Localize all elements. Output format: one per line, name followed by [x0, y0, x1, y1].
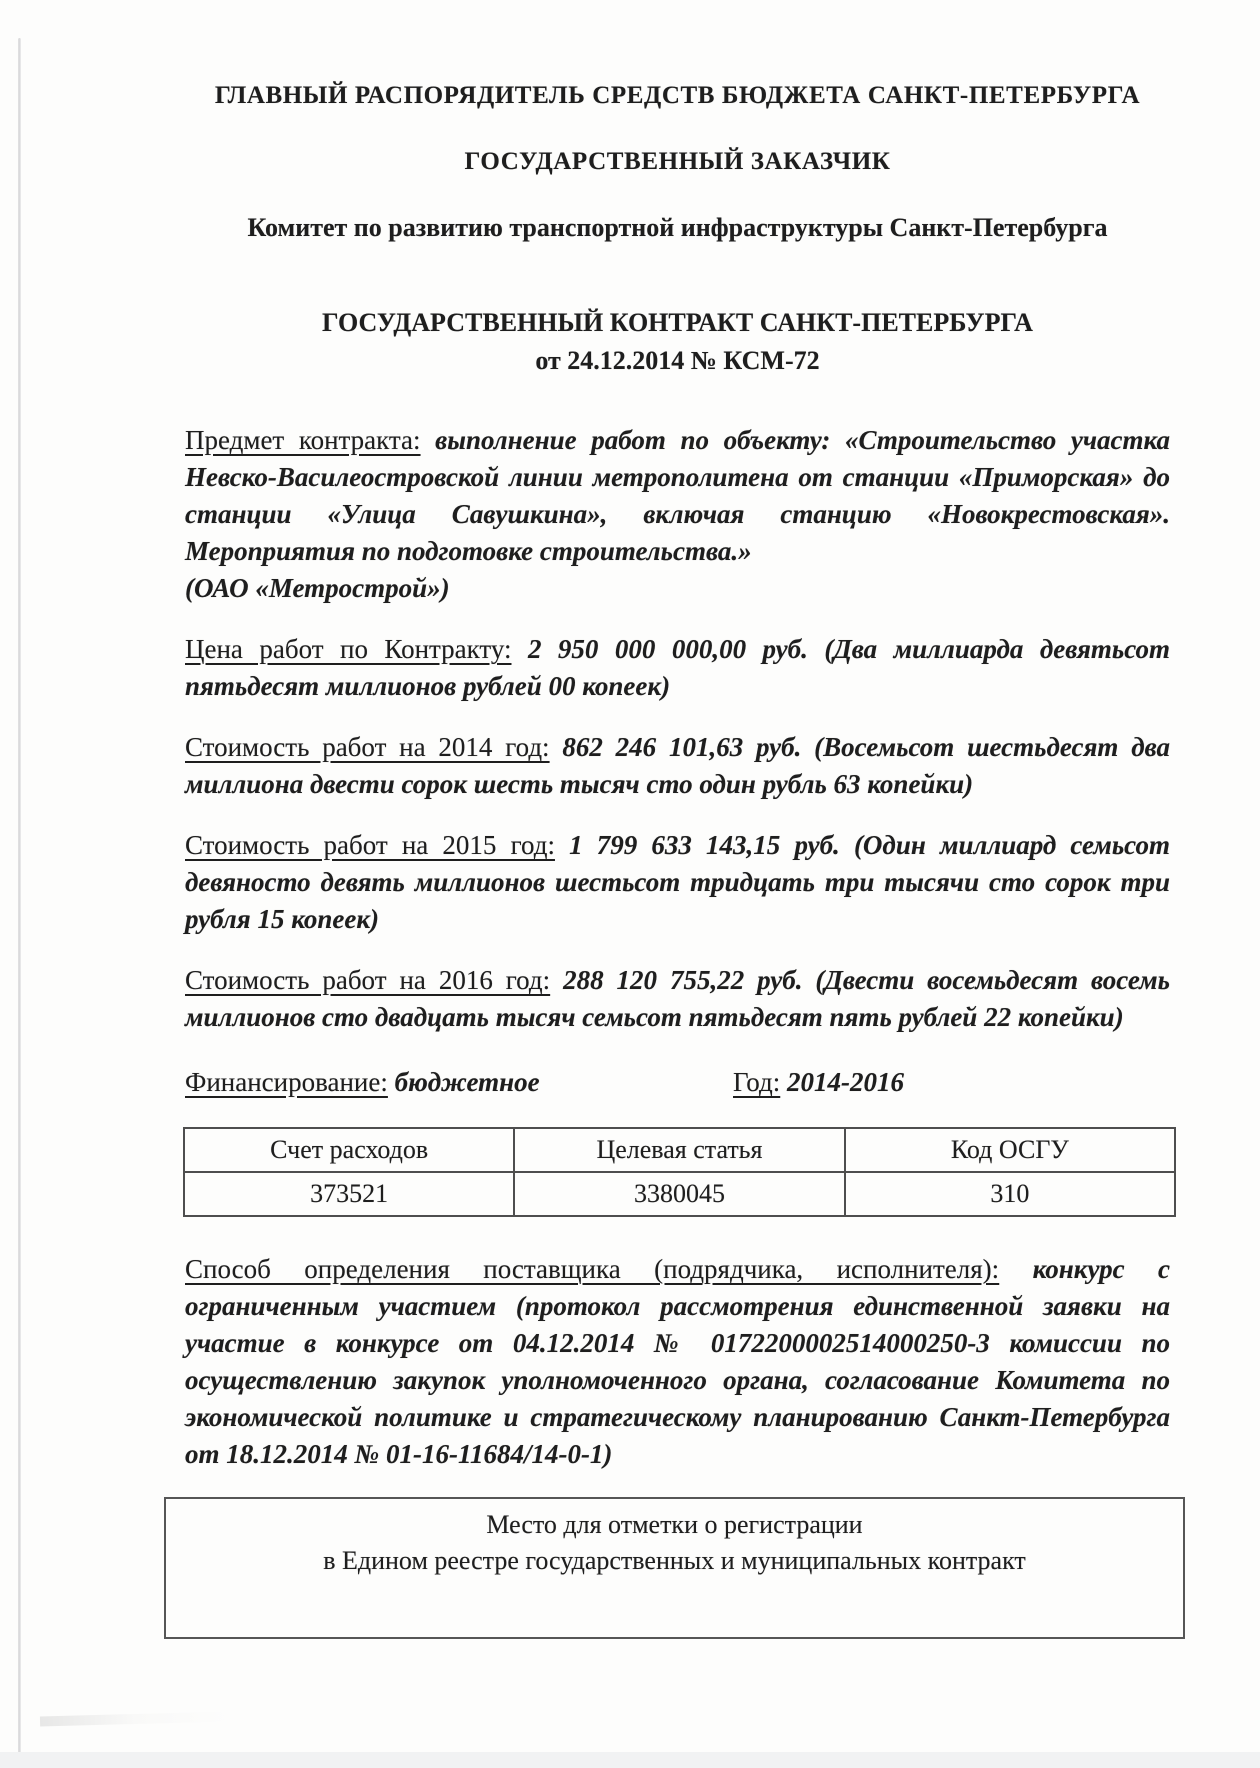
target-article-header: Целевая статья — [514, 1128, 844, 1172]
costs-table-value-row — [184, 1172, 1175, 1216]
registration-box-line-1: Место для отметки о регистрации — [486, 1510, 863, 1539]
financing-line — [185, 1064, 1170, 1101]
cost-2014-paragraph — [185, 729, 1170, 803]
cost-2016-label: Стоимость работ на 2016 год: — [185, 965, 551, 995]
contract-title — [185, 304, 1170, 380]
scan-bottom-band — [0, 1752, 1260, 1768]
procurement-method-value: конкурс с ограниченным участием (протокол рассмотрения единственной заявки на участие в конкурсе от 04.12.2014 № 0172200002514000250-3 комиссии по осуществлению закупок уполномоченного органа, согласование Комитета по экономической политике и стратегическому планированию Санкт-Петербурга от 18.12.2014 № 01-16-11684/14-0-1) — [185, 1254, 1171, 1469]
cost-2014-label: Стоимость работ на 2014 год: — [185, 732, 550, 762]
procurement-method-label: Способ определения поставщика (подрядчика, исполнителя): — [185, 1254, 1000, 1284]
cost-2015-paragraph — [185, 827, 1170, 938]
year-label: Год: — [733, 1067, 781, 1097]
registration-box-line-2: в Едином реестре государственных и муниципальных контракт — [323, 1546, 1026, 1575]
year-value: 2014-2016 — [786, 1067, 904, 1097]
budget-manager-heading: ГЛАВНЫЙ РАСПОРЯДИТЕЛЬ СРЕДСТВ БЮДЖЕТА САНКТ-ПЕТЕРБУРГА — [214, 82, 1141, 109]
expense-account-value: 373521 — [184, 1172, 514, 1216]
cost-2015-label: Стоимость работ на 2015 год: — [185, 830, 555, 860]
costs-table — [183, 1127, 1176, 1217]
year-group — [733, 1064, 904, 1101]
subject-paragraph — [185, 422, 1170, 607]
subject-label: Предмет контракта: — [185, 425, 421, 455]
costs-table-header-row — [184, 1128, 1175, 1172]
financing-value: бюджетное — [394, 1067, 540, 1097]
price-label: Цена работ по Контракту: — [185, 634, 512, 664]
osgu-code-value: 310 — [845, 1172, 1175, 1216]
contract-title-line: ГОСУДАРСТВЕННЫЙ КОНТРАКТ САНКТ-ПЕТЕРБУРГА — [322, 308, 1033, 337]
subject-value: выполнение работ по объекту: «Строительство участка Невско-Василеостровской линии метрополитена от станции «Приморская» до станции «Улица Савушкина», включая станцию «Новокрестовская». Мероприятия по подготовке строительства.» — [185, 425, 1171, 566]
cost-2016-value: 288 120 755,22 руб. (Двести восемьдесят восемь миллионов сто двадцать тысяч семьсот пятьдесят пять рублей 22 копейки) — [185, 965, 1170, 1032]
cost-2015-value: 1 799 633 143,15 руб. (Один миллиард семьсот девяносто девять миллионов шестьсот тридцать три тысячи сто сорок три рубля 15 копеек) — [185, 830, 1170, 934]
osgu-code-header: Код ОСГУ — [845, 1128, 1175, 1172]
price-value: 2 950 000 000,00 руб. (Два миллиарда девятьсот пятьдесят миллионов рублей 00 копеек) — [185, 634, 1171, 701]
financing-label: Финансирование: — [185, 1067, 388, 1097]
cost-2014-value: 862 246 101,63 руб. (Восемьсот шестьдесят два миллиона двести сорок шесть тысяч сто один рубль 63 копейки) — [185, 732, 1170, 799]
expense-account-header: Счет расходов — [184, 1128, 514, 1172]
contractor-name: (ОАО «Метрострой») — [185, 573, 450, 603]
contract-date-number: от 24.12.2014 № КСМ-72 — [535, 346, 820, 375]
state-customer-heading: ГОСУДАРСТВЕННЫЙ ЗАКАЗЧИК — [464, 148, 891, 175]
target-article-value: 3380045 — [514, 1172, 844, 1216]
price-paragraph — [185, 631, 1170, 705]
cost-2016-paragraph — [185, 962, 1170, 1036]
registration-box — [164, 1497, 1185, 1639]
committee-heading: Комитет по развитию транспортной инфраструктуры Санкт-Петербурга — [247, 213, 1108, 242]
procurement-method-paragraph — [185, 1251, 1170, 1473]
scan-smudge — [40, 1712, 230, 1727]
scan-edge-line — [18, 38, 21, 1758]
